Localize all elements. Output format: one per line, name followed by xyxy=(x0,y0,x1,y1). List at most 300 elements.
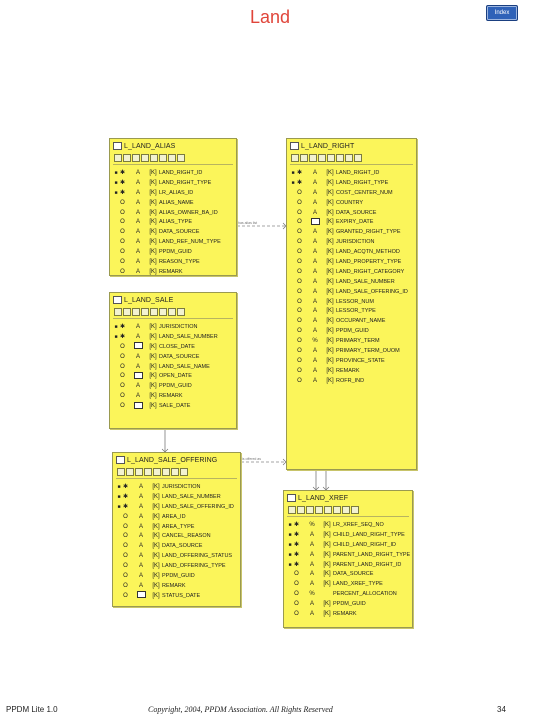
entity-toolbar xyxy=(110,153,236,163)
text-type-icon: A xyxy=(312,268,317,275)
attribute-name: LAND_SALE_NUMBER xyxy=(159,333,218,340)
text-type-icon: A xyxy=(135,323,140,330)
text-type-icon: A xyxy=(135,169,140,176)
attribute-row[interactable] xyxy=(110,217,236,227)
optional-marker: O xyxy=(294,601,299,608)
date-type-icon xyxy=(308,218,322,227)
text-type-icon: A xyxy=(138,513,143,520)
table-icon xyxy=(113,296,122,304)
primary-key-marker: ■ xyxy=(114,179,118,186)
key-flag: [K] xyxy=(149,258,157,265)
optional-marker: O xyxy=(123,523,128,530)
attribute-row[interactable] xyxy=(113,531,240,541)
optional-marker: O xyxy=(123,582,128,589)
text-type-icon: A xyxy=(135,333,140,340)
text-type-icon: A xyxy=(312,169,317,176)
key-flag: [K] xyxy=(326,367,334,374)
required-marker: ✱ xyxy=(293,522,300,529)
attribute-name: LAND_RIGHT_ID xyxy=(336,169,380,176)
required-marker: ✱ xyxy=(122,504,129,511)
attribute-name: PPDM_GUID xyxy=(159,383,192,390)
key-flag: [K] xyxy=(326,189,334,196)
optional-marker: O xyxy=(123,533,128,540)
required-marker: ✱ xyxy=(293,542,300,549)
key-flag: [K] xyxy=(326,298,334,305)
attribute-name: REMARK xyxy=(159,393,183,400)
attribute-list xyxy=(110,168,236,277)
attribute-name: PROVINCE_STATE xyxy=(336,357,385,364)
text-type-icon: A xyxy=(312,367,317,374)
entity-header xyxy=(287,139,416,153)
text-type-icon: A xyxy=(309,551,314,558)
text-type-icon: A xyxy=(312,258,317,265)
attribute-name: LAND_RIGHT_TYPE xyxy=(159,179,212,186)
text-type-icon: A xyxy=(309,541,314,548)
attribute-row[interactable] xyxy=(110,322,236,332)
key-flag: [K] xyxy=(149,169,157,176)
attribute-name: ALIAS_OWNER_BA_ID xyxy=(159,209,218,216)
text-type-icon: A xyxy=(135,363,140,370)
attribute-row[interactable] xyxy=(284,550,412,560)
key-flag: [K] xyxy=(149,229,157,236)
text-type-icon: A xyxy=(312,377,317,384)
attribute-row[interactable] xyxy=(287,217,416,227)
key-flag: [K] xyxy=(149,249,157,256)
attribute-name: PERCENT_ALLOCATION xyxy=(333,591,397,598)
attribute-row[interactable] xyxy=(287,178,416,188)
attribute-name: CANCEL_REASON xyxy=(162,533,211,540)
key-flag: [K] xyxy=(326,278,334,285)
required-marker: ✱ xyxy=(119,180,126,187)
primary-key-marker: ■ xyxy=(114,323,118,330)
primary-key-marker: ■ xyxy=(114,333,118,340)
attribute-name: REASON_TYPE xyxy=(159,258,200,265)
optional-marker: O xyxy=(123,592,128,599)
attribute-row[interactable] xyxy=(284,530,412,540)
attribute-name: LESSOR_TYPE xyxy=(336,308,376,315)
attribute-row[interactable] xyxy=(113,512,240,522)
key-flag: [K] xyxy=(152,483,160,490)
optional-marker: O xyxy=(120,199,125,206)
key-flag: [K] xyxy=(323,551,331,558)
text-type-icon: A xyxy=(135,268,140,275)
attribute-name: LAND_SALE_OFFERING_ID xyxy=(336,288,408,295)
text-type-icon: A xyxy=(309,610,314,617)
attribute-row[interactable] xyxy=(284,520,412,530)
optional-marker: O xyxy=(297,377,302,384)
primary-key-marker: ■ xyxy=(114,189,118,196)
attribute-name: LESSOR_NUM xyxy=(336,298,374,305)
key-flag: [K] xyxy=(149,268,157,275)
key-flag: [K] xyxy=(152,523,160,530)
attribute-row[interactable] xyxy=(113,502,240,512)
optional-marker: O xyxy=(297,328,302,335)
text-type-icon: A xyxy=(312,347,317,354)
optional-marker: O xyxy=(120,383,125,390)
attribute-name: LAND_SALE_OFFERING_ID xyxy=(162,503,234,510)
text-type-icon: A xyxy=(312,308,317,315)
date-type-icon xyxy=(131,342,145,351)
attribute-row[interactable] xyxy=(287,208,416,218)
attribute-row[interactable] xyxy=(113,492,240,502)
attribute-row[interactable] xyxy=(113,482,240,492)
key-flag: [K] xyxy=(326,377,334,384)
text-type-icon: A xyxy=(312,298,317,305)
optional-marker: O xyxy=(297,189,302,196)
text-type-icon: A xyxy=(135,189,140,196)
text-type-icon: A xyxy=(135,258,140,265)
optional-marker: O xyxy=(297,347,302,354)
entity-header xyxy=(110,293,236,307)
text-type-icon: A xyxy=(138,493,143,500)
key-flag: [K] xyxy=(326,169,334,176)
key-flag: [K] xyxy=(326,328,334,335)
optional-marker: O xyxy=(120,249,125,256)
text-type-icon: A xyxy=(312,278,317,285)
key-flag: [K] xyxy=(149,333,157,340)
attribute-name: DATA_SOURCE xyxy=(162,543,203,550)
attribute-row[interactable] xyxy=(113,551,240,561)
attribute-row[interactable] xyxy=(287,267,416,277)
attribute-name: ROFR_IND xyxy=(336,377,365,384)
required-marker: ✱ xyxy=(122,494,129,501)
attribute-name: LAND_XREF_TYPE xyxy=(333,581,383,588)
key-flag: [K] xyxy=(326,268,334,275)
entity-toolbar xyxy=(284,505,412,515)
key-flag: [K] xyxy=(326,219,334,226)
key-flag: [K] xyxy=(149,363,157,370)
key-flag: [K] xyxy=(323,561,331,568)
attribute-row[interactable] xyxy=(287,366,416,376)
attribute-list xyxy=(113,482,240,601)
key-flag: [K] xyxy=(326,209,334,216)
table-icon xyxy=(113,142,122,150)
key-flag: [K] xyxy=(149,179,157,186)
key-flag: [K] xyxy=(326,338,334,345)
attribute-row[interactable] xyxy=(110,401,236,411)
key-flag: [K] xyxy=(326,229,334,236)
text-type-icon: A xyxy=(309,561,314,568)
attribute-name: LAND_RIGHT_ID xyxy=(159,169,203,176)
attribute-name: JURISDICTION xyxy=(162,483,201,490)
attribute-name: COST_CENTER_NUM xyxy=(336,189,393,196)
optional-marker: O xyxy=(297,219,302,226)
text-type-icon: A xyxy=(312,239,317,246)
text-type-icon: A xyxy=(138,503,143,510)
text-type-icon: A xyxy=(138,523,143,530)
key-flag: [K] xyxy=(326,308,334,315)
footer-product: PPDM Lite 1.0 xyxy=(6,705,58,714)
entity-l-land-xref[interactable] xyxy=(283,490,413,628)
attribute-row[interactable] xyxy=(110,237,236,247)
primary-key-marker: ■ xyxy=(288,541,292,548)
key-flag: [K] xyxy=(323,610,331,617)
text-type-icon: A xyxy=(312,179,317,186)
attribute-row[interactable] xyxy=(113,561,240,571)
attribute-name: COUNTRY xyxy=(336,199,364,206)
key-flag: [K] xyxy=(326,258,334,265)
attribute-name: OPEN_DATE xyxy=(159,373,192,380)
attribute-row[interactable] xyxy=(287,198,416,208)
entity-name: L_LAND_RIGHT xyxy=(301,142,355,150)
key-flag: [K] xyxy=(323,601,331,608)
text-type-icon: A xyxy=(312,288,317,295)
entity-name: L_LAND_ALIAS xyxy=(124,142,176,150)
key-flag: [K] xyxy=(149,189,157,196)
primary-key-marker: ■ xyxy=(288,531,292,538)
attribute-name: PPDM_GUID xyxy=(336,328,369,335)
attribute-row[interactable] xyxy=(287,326,416,336)
optional-marker: O xyxy=(123,513,128,520)
attribute-row[interactable] xyxy=(287,257,416,267)
attribute-row[interactable] xyxy=(287,346,416,356)
attribute-name: EXPIRY_DATE xyxy=(336,219,374,226)
attribute-row[interactable] xyxy=(110,247,236,257)
key-flag: [K] xyxy=(326,288,334,295)
key-flag: [K] xyxy=(152,582,160,589)
text-type-icon: A xyxy=(309,581,314,588)
optional-marker: O xyxy=(120,353,125,360)
text-type-icon: A xyxy=(138,582,143,589)
text-type-icon: A xyxy=(138,553,143,560)
primary-key-marker: ■ xyxy=(114,169,118,176)
attribute-name: AREA_TYPE xyxy=(162,523,195,530)
entity-header xyxy=(110,139,236,153)
key-flag: [K] xyxy=(149,403,157,410)
attribute-name: CHILD_LAND_RIGHT_TYPE xyxy=(333,531,405,538)
attribute-list xyxy=(287,168,416,386)
optional-marker: O xyxy=(120,268,125,275)
required-marker: ✱ xyxy=(293,562,300,568)
optional-marker: O xyxy=(294,571,299,578)
attribute-row[interactable] xyxy=(110,352,236,362)
optional-marker: O xyxy=(297,229,302,236)
primary-key-marker: ■ xyxy=(288,561,292,568)
attribute-row[interactable] xyxy=(110,381,236,391)
attribute-row[interactable] xyxy=(287,356,416,366)
attribute-name: JURISDICTION xyxy=(159,323,198,330)
key-flag: [K] xyxy=(326,318,334,325)
text-type-icon: A xyxy=(312,209,317,216)
attribute-row[interactable] xyxy=(110,227,236,237)
attribute-name: ALIAS_NAME xyxy=(159,199,194,206)
optional-marker: O xyxy=(297,288,302,295)
key-flag: [K] xyxy=(152,493,160,500)
optional-marker: O xyxy=(294,610,299,617)
text-type-icon: A xyxy=(135,179,140,186)
key-flag: [K] xyxy=(152,533,160,540)
attribute-row[interactable] xyxy=(287,306,416,316)
attribute-row[interactable] xyxy=(287,316,416,326)
attribute-row[interactable] xyxy=(110,332,236,342)
key-flag: [K] xyxy=(323,521,331,528)
text-type-icon: A xyxy=(312,199,317,206)
attribute-name: CLOSE_DATE xyxy=(159,343,195,350)
text-type-icon: A xyxy=(312,249,317,256)
primary-key-marker: ■ xyxy=(117,483,121,490)
required-marker: ✱ xyxy=(119,334,126,341)
optional-marker: O xyxy=(297,239,302,246)
text-type-icon: A xyxy=(312,189,317,196)
key-flag: [K] xyxy=(149,373,157,380)
required-marker: ✱ xyxy=(296,180,303,187)
attribute-row[interactable] xyxy=(284,609,412,619)
optional-marker: O xyxy=(120,209,125,216)
key-flag: [K] xyxy=(149,239,157,246)
attribute-row[interactable] xyxy=(284,599,412,609)
primary-key-marker: ■ xyxy=(117,493,121,500)
date-type-icon xyxy=(134,591,148,600)
attribute-name: REMARK xyxy=(159,268,183,275)
attribute-row[interactable] xyxy=(287,376,416,386)
attribute-name: REMARK xyxy=(333,610,357,617)
entity-l-land-sale[interactable] xyxy=(109,292,237,429)
optional-marker: O xyxy=(297,338,302,345)
key-flag: [K] xyxy=(152,572,160,579)
key-flag: [K] xyxy=(152,543,160,550)
attribute-row[interactable] xyxy=(110,267,236,277)
text-type-icon: A xyxy=(312,328,317,335)
rel-label-offering-right: is offered as xyxy=(242,457,262,461)
attribute-name: DATA_SOURCE xyxy=(333,571,374,578)
attribute-row[interactable] xyxy=(287,227,416,237)
attribute-name: OCCUPANT_NAME xyxy=(336,318,386,325)
optional-marker: O xyxy=(120,258,125,265)
attribute-row[interactable] xyxy=(110,342,236,352)
attribute-row[interactable] xyxy=(113,541,240,551)
text-type-icon: A xyxy=(309,531,314,538)
numeric-type-icon: % xyxy=(309,521,315,528)
key-flag: [K] xyxy=(323,531,331,538)
optional-marker: O xyxy=(297,357,302,364)
attribute-name: PARENT_LAND_RIGHT_TYPE xyxy=(333,551,411,558)
attribute-name: REMARK xyxy=(162,582,186,589)
optional-marker: O xyxy=(123,563,128,570)
attribute-row[interactable] xyxy=(287,287,416,297)
attribute-name: LR_XREF_SEQ_NO xyxy=(333,521,384,528)
optional-marker: O xyxy=(120,363,125,370)
text-type-icon: A xyxy=(312,229,317,236)
key-flag: [K] xyxy=(149,209,157,216)
entity-toolbar xyxy=(110,307,236,317)
attribute-row[interactable] xyxy=(284,560,412,570)
attribute-row[interactable] xyxy=(110,178,236,188)
text-type-icon: A xyxy=(138,563,143,570)
attribute-name: DATA_SOURCE xyxy=(336,209,377,216)
attribute-row[interactable] xyxy=(284,540,412,550)
key-flag: [K] xyxy=(149,199,157,206)
text-type-icon: A xyxy=(312,318,317,325)
optional-marker: O xyxy=(120,373,125,380)
required-marker: ✱ xyxy=(119,170,126,177)
attribute-name: AREA_ID xyxy=(162,513,186,520)
optional-marker: O xyxy=(297,209,302,216)
attribute-row[interactable] xyxy=(113,522,240,532)
attribute-name: DATA_SOURCE xyxy=(159,229,200,236)
attribute-row[interactable] xyxy=(284,589,412,599)
attribute-name: LAND_ACQTN_METHOD xyxy=(336,249,400,256)
attribute-row[interactable] xyxy=(284,569,412,579)
key-flag: [K] xyxy=(326,357,334,364)
optional-marker: O xyxy=(294,581,299,588)
required-marker: ✱ xyxy=(293,532,300,539)
attribute-row[interactable] xyxy=(113,581,240,591)
optional-marker: O xyxy=(120,393,125,400)
attribute-row[interactable] xyxy=(113,571,240,581)
attribute-row[interactable] xyxy=(113,591,240,601)
attribute-row[interactable] xyxy=(110,188,236,198)
table-icon xyxy=(290,142,299,150)
optional-marker: O xyxy=(123,543,128,550)
entity-name: L_LAND_SALE_OFFERING xyxy=(127,456,218,464)
required-marker: ✱ xyxy=(119,324,126,331)
attribute-name: LAND_PROPERTY_TYPE xyxy=(336,258,402,265)
attribute-name: LAND_SALE_NUMBER xyxy=(336,278,395,285)
optional-marker: O xyxy=(297,298,302,305)
attribute-row[interactable] xyxy=(284,579,412,589)
attribute-name: ALIAS_TYPE xyxy=(159,219,193,226)
optional-marker: O xyxy=(294,591,299,598)
key-flag: [K] xyxy=(323,571,331,578)
attribute-row[interactable] xyxy=(287,336,416,346)
key-flag: [K] xyxy=(326,239,334,246)
attribute-row[interactable] xyxy=(110,371,236,381)
text-type-icon: A xyxy=(312,357,317,364)
table-icon xyxy=(116,456,125,464)
attribute-row[interactable] xyxy=(110,257,236,267)
attribute-row[interactable] xyxy=(110,362,236,372)
optional-marker: O xyxy=(297,249,302,256)
entity-l-land-alias[interactable] xyxy=(109,138,237,276)
entity-toolbar xyxy=(113,467,240,477)
attribute-row[interactable] xyxy=(287,247,416,257)
attribute-name: LR_ALIAS_ID xyxy=(159,189,194,196)
attribute-row[interactable] xyxy=(110,208,236,218)
entity-l-land-sale-offering[interactable] xyxy=(112,452,241,607)
optional-marker: O xyxy=(297,367,302,374)
text-type-icon: A xyxy=(309,571,314,578)
optional-marker: O xyxy=(297,308,302,315)
attribute-row[interactable] xyxy=(287,297,416,307)
required-marker: ✱ xyxy=(293,552,300,559)
optional-marker: O xyxy=(123,553,128,560)
attribute-row[interactable] xyxy=(110,391,236,401)
key-flag: [K] xyxy=(152,503,160,510)
key-flag: [K] xyxy=(149,343,157,350)
optional-marker: O xyxy=(297,318,302,325)
numeric-type-icon: % xyxy=(309,591,315,598)
attribute-row[interactable] xyxy=(287,188,416,198)
attribute-row[interactable] xyxy=(110,168,236,178)
index-button[interactable]: Index xyxy=(486,5,518,21)
attribute-row[interactable] xyxy=(110,198,236,208)
optional-marker: O xyxy=(120,343,125,350)
attribute-row[interactable] xyxy=(287,237,416,247)
table-icon xyxy=(287,494,296,502)
date-type-icon xyxy=(131,372,145,381)
entity-l-land-right[interactable] xyxy=(286,138,417,470)
attribute-row[interactable] xyxy=(287,277,416,287)
footer-copyright: Copyright, 2004, PPDM Association. All Rights Reserved xyxy=(148,705,333,714)
entity-header xyxy=(113,453,240,467)
key-flag: [K] xyxy=(323,541,331,548)
text-type-icon: A xyxy=(135,239,140,246)
text-type-icon: A xyxy=(135,249,140,256)
optional-marker: O xyxy=(297,268,302,275)
attribute-row[interactable] xyxy=(287,168,416,178)
attribute-name: LAND_RIGHT_TYPE xyxy=(336,179,389,186)
text-type-icon: A xyxy=(135,199,140,206)
